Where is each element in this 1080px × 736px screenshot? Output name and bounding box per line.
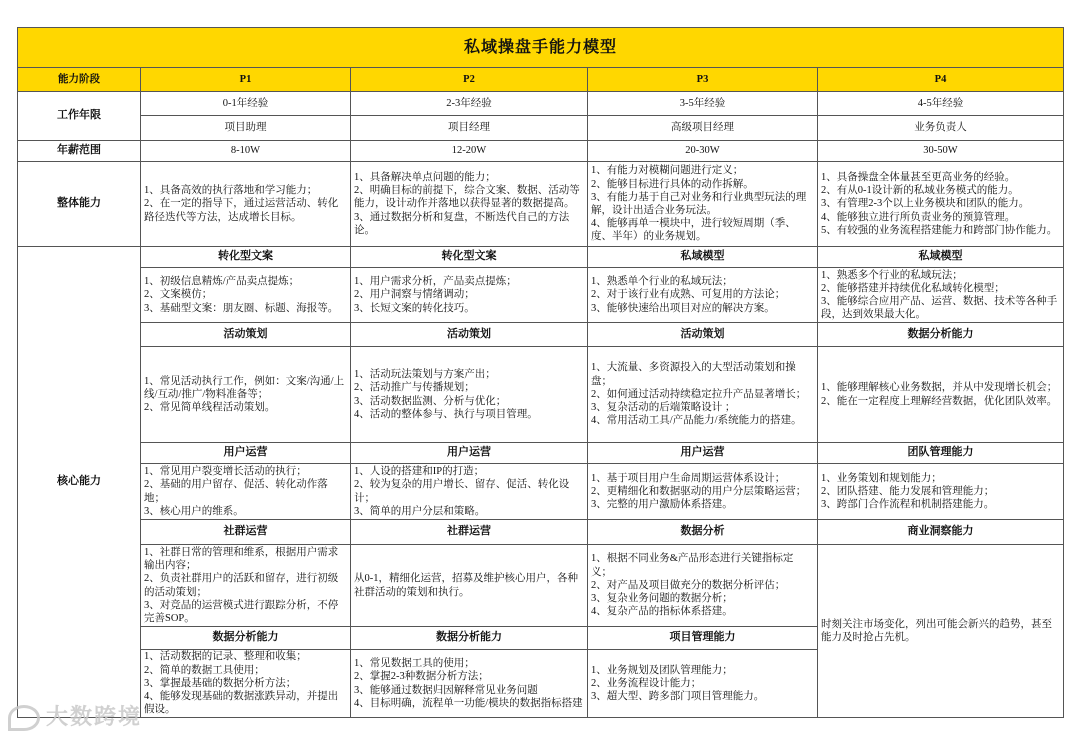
module-content bbox=[351, 545, 588, 627]
salary-label: 年薪范围 bbox=[18, 141, 141, 162]
module-item: 2、基础的用户留存、促活、转化动作落地； bbox=[144, 479, 328, 504]
overall-cell bbox=[351, 162, 588, 247]
module-item: 3、能够通过数据归因解释常见业务问题 bbox=[354, 684, 538, 696]
module-item: 2、负责社群用户的活跃和留存，进行初级的活动策划； bbox=[144, 573, 339, 598]
overall-item: 1、具备操盘全体量甚至更高业务的经验。 bbox=[821, 171, 1016, 183]
module-item: 4、复杂产品的指标体系搭建。 bbox=[591, 606, 733, 618]
watermark-text: 大数跨境 bbox=[46, 705, 143, 730]
module-title: 商业洞察能力 bbox=[818, 520, 1064, 545]
experience-years: 0-1年经验 bbox=[141, 92, 351, 116]
table-title: 私域操盘手能力模型 bbox=[18, 28, 1064, 68]
module-content bbox=[588, 545, 818, 627]
module-title: 社群运营 bbox=[141, 520, 351, 545]
module-title: 数据分析能力 bbox=[141, 627, 351, 650]
module-item: 3、活动数据监测、分析与优化； bbox=[354, 395, 507, 407]
module-item: 3、核心用户的维系。 bbox=[144, 505, 244, 517]
overall-item: 2、明确目标的前提下，综合文案、数据、活动等能力，设计动作并落地以获得显著的数据提高。 bbox=[354, 185, 580, 210]
module-title: 社群运营 bbox=[351, 520, 588, 545]
module-item: 2、业务流程设计能力； bbox=[591, 677, 702, 689]
role: 项目助理 bbox=[141, 116, 351, 141]
module-item: 2、对产品及项目做充分的数据分析评估； bbox=[591, 579, 786, 591]
module-content bbox=[588, 268, 818, 323]
module-item: 1、熟悉单个行业的私域玩法； bbox=[591, 276, 733, 288]
module-item: 1、人设的搭建和IP的打造； bbox=[354, 466, 485, 478]
module-title: 活动策划 bbox=[588, 323, 818, 347]
experience-label: 工作年限 bbox=[18, 92, 141, 141]
overall-item: 4、能够再单一模块中，进行较短周期（季、度、半年）的业务规划。 bbox=[591, 218, 796, 243]
module-title: 数据分析能力 bbox=[818, 323, 1064, 347]
module-item: 1、用户需求分析，产品卖点提炼； bbox=[354, 276, 517, 288]
role: 高级项目经理 bbox=[588, 116, 818, 141]
module-item: 1、能够理解核心业务数据，并从中发现增长机会； bbox=[821, 382, 1058, 394]
module-item: 2、用户洞察与情绪调动； bbox=[354, 289, 475, 301]
module-content bbox=[818, 347, 1064, 443]
overall-label: 整体能力 bbox=[18, 162, 141, 247]
module-title: 项目管理能力 bbox=[588, 627, 818, 650]
module-title: 数据分析 bbox=[588, 520, 818, 545]
module-item: 3、掌握最基础的数据分析方法； bbox=[144, 677, 297, 689]
module-item: 3、基础型文案：朋友圈、标题、海报等。 bbox=[144, 302, 339, 314]
module-title: 活动策划 bbox=[351, 323, 588, 347]
watermark-logo bbox=[8, 700, 142, 731]
overall-item: 2、有从0-1设计新的私域业务模式的能力。 bbox=[821, 185, 1019, 197]
overall-item: 1、具备高效的执行落地和学习能力； bbox=[144, 185, 318, 197]
module-item: 1、大流量、多资源投入的大型活动策划和操盘； bbox=[591, 362, 796, 387]
module-title: 用户运营 bbox=[351, 443, 588, 464]
module-content bbox=[351, 650, 588, 718]
module-item: 1、常见数据工具的使用； bbox=[354, 658, 475, 670]
module-item: 从0-1，精细化运营，招募及维护核心用户，各种社群活动的策划和执行。 bbox=[354, 573, 578, 598]
module-content bbox=[818, 268, 1064, 323]
overall-cell bbox=[818, 162, 1064, 247]
overall-item: 5、有较强的业务流程搭建能力和跨部门协作能力。 bbox=[821, 224, 1058, 236]
module-item: 1、活动玩法策划与方案产出； bbox=[354, 369, 496, 381]
module-title: 转化型文案 bbox=[351, 247, 588, 268]
module-item: 4、活动的整体参与、执行与项目管理。 bbox=[354, 408, 538, 420]
module-title: 用户运营 bbox=[588, 443, 818, 464]
overall-cell bbox=[588, 162, 818, 247]
overall-cell bbox=[141, 162, 351, 247]
module-item: 3、能够快速给出项目对应的解决方案。 bbox=[591, 302, 775, 314]
module-item: 1、根据不同业务&产品形态进行关键指标定义； bbox=[591, 553, 794, 578]
overall-item: 2、能够目标进行具体的动作拆解。 bbox=[591, 178, 754, 190]
module-title: 转化型文案 bbox=[141, 247, 351, 268]
module-item: 2、团队搭建、能力发展和管理能力； bbox=[821, 485, 995, 497]
module-item: 3、复杂活动的后端策略设计 ； bbox=[591, 402, 736, 414]
module-content bbox=[141, 545, 351, 627]
module-title: 数据分析能力 bbox=[351, 627, 588, 650]
module-item: 时刻关注市场变化，列出可能会新兴的趋势，甚至能力及时抢占先机。 bbox=[821, 618, 1052, 643]
watermark-icon bbox=[8, 705, 40, 731]
module-item: 2、如何通过活动持续稳定拉升产品显著增长； bbox=[591, 388, 807, 400]
module-item: 2、能够搭建并持续优化私域转化模型； bbox=[821, 282, 1005, 294]
module-item: 2、常见简单线程活动策划。 bbox=[144, 402, 276, 414]
module-title: 私域模型 bbox=[588, 247, 818, 268]
module-item: 3、长短文案的转化技巧。 bbox=[354, 302, 475, 314]
salary-value: 30-50W bbox=[818, 141, 1064, 162]
module-item: 3、跨部门合作流程和机制搭建能力。 bbox=[821, 499, 995, 511]
module-item: 1、初级信息精炼/产品卖点提炼； bbox=[144, 276, 300, 288]
experience-years: 3-5年经验 bbox=[588, 92, 818, 116]
module-content bbox=[351, 464, 588, 520]
module-content bbox=[588, 347, 818, 443]
overall-item: 1、具备解决单点问题的能力； bbox=[354, 171, 496, 183]
module-title: 团队管理能力 bbox=[818, 443, 1064, 464]
module-title: 活动策划 bbox=[141, 323, 351, 347]
overall-item: 3、有管理2-3个以上业务模块和团队的能力。 bbox=[821, 198, 1030, 210]
module-item: 2、掌握2-3种数据分析方法； bbox=[354, 671, 489, 683]
module-item: 2、文案模仿； bbox=[144, 289, 213, 301]
module-item: 1、常见活动执行工作，例如：文案/沟通/上线/互动/推广/物料准备等； bbox=[144, 375, 345, 400]
overall-item: 3、有能力基于自己对业务和行业典型玩法的理解，设计出适合业务玩法。 bbox=[591, 191, 807, 216]
module-content bbox=[141, 268, 351, 323]
module-item: 1、熟悉多个行业的私域玩法； bbox=[821, 269, 963, 281]
module-content bbox=[588, 464, 818, 520]
module-item: 4、常用活动工具/产品能力/系统能力的搭建。 bbox=[591, 415, 802, 427]
module-item: 3、对竞品的运营模式进行跟踪分析，不停完善SOP。 bbox=[144, 599, 339, 624]
module-item: 2、活动推广与传播规划； bbox=[354, 382, 475, 394]
level-p1: P1 bbox=[141, 68, 351, 92]
overall-item: 2、在一定的指导下，通过运营活动、转化路径迭代等方法，达成增长目标。 bbox=[144, 198, 339, 223]
module-title: 私域模型 bbox=[818, 247, 1064, 268]
module-content bbox=[351, 347, 588, 443]
module-content bbox=[141, 650, 351, 718]
module-title: 用户运营 bbox=[141, 443, 351, 464]
overall-item: 1、有能力对模糊问题进行定义； bbox=[591, 165, 744, 177]
experience-years: 4-5年经验 bbox=[818, 92, 1064, 116]
experience-years: 2-3年经验 bbox=[351, 92, 588, 116]
role: 业务负责人 bbox=[818, 116, 1064, 141]
overall-item: 4、能够独立进行所负责业务的预算管理。 bbox=[821, 211, 1016, 223]
module-item: 3、完整的用户激励体系搭建。 bbox=[591, 499, 733, 511]
level-p4: P4 bbox=[818, 68, 1064, 92]
module-item: 1、业务策划和规划能力； bbox=[821, 472, 942, 484]
module-item: 3、简单的用户分层和策略。 bbox=[354, 505, 486, 517]
module-item: 2、简单的数据工具使用； bbox=[144, 664, 265, 676]
module-item: 2、较为复杂的用户增长、留存、促活、转化设计； bbox=[354, 479, 570, 504]
module-item: 2、更精细化和数据驱动的用户分层策略运营； bbox=[591, 485, 807, 497]
module-item: 1、活动数据的记录、整理和收集； bbox=[144, 651, 307, 663]
module-item: 2、对于该行业有成熟、可复用的方法论； bbox=[591, 289, 786, 301]
module-content bbox=[818, 545, 1064, 718]
stage-label: 能力阶段 bbox=[18, 68, 141, 92]
core-label: 核心能力 bbox=[18, 247, 141, 718]
module-item: 2、能在一定程度上理解经营数据，优化团队效率。 bbox=[821, 395, 1058, 407]
module-item: 3、能够综合应用产品、运营、数据、技术等各种手段，达到效果最大化。 bbox=[821, 296, 1058, 321]
capability-model-table bbox=[17, 27, 1064, 718]
overall-item: 3、通过数据分析和复盘，不断迭代自己的方法论。 bbox=[354, 211, 570, 236]
level-p2: P2 bbox=[351, 68, 588, 92]
salary-value: 20-30W bbox=[588, 141, 818, 162]
module-content bbox=[818, 464, 1064, 520]
module-item: 1、基于项目用户生命周期运营体系设计； bbox=[591, 472, 786, 484]
module-item: 4、能够发现基础的数据涨跌异动，并提出假设。 bbox=[144, 691, 339, 716]
module-content bbox=[141, 464, 351, 520]
salary-value: 12-20W bbox=[351, 141, 588, 162]
module-item: 1、常见用户裂变增长活动的执行； bbox=[144, 466, 307, 478]
salary-value: 8-10W bbox=[141, 141, 351, 162]
module-content bbox=[351, 268, 588, 323]
module-item: 3、复杂业务问题的数据分析； bbox=[591, 593, 733, 605]
module-item: 1、社群日常的管理和维系，根据用户需求输出内容； bbox=[144, 546, 339, 572]
level-p3: P3 bbox=[588, 68, 818, 92]
module-item: 1、业务规划及团队管理能力； bbox=[591, 664, 733, 676]
module-content bbox=[141, 347, 351, 443]
module-item: 3、超大型、跨多部门项目管理能力。 bbox=[591, 691, 765, 703]
module-item: 4、目标明确，流程单一功能/模块的数据指标搭建 bbox=[354, 697, 583, 709]
role: 项目经理 bbox=[351, 116, 588, 141]
module-content bbox=[588, 650, 818, 718]
